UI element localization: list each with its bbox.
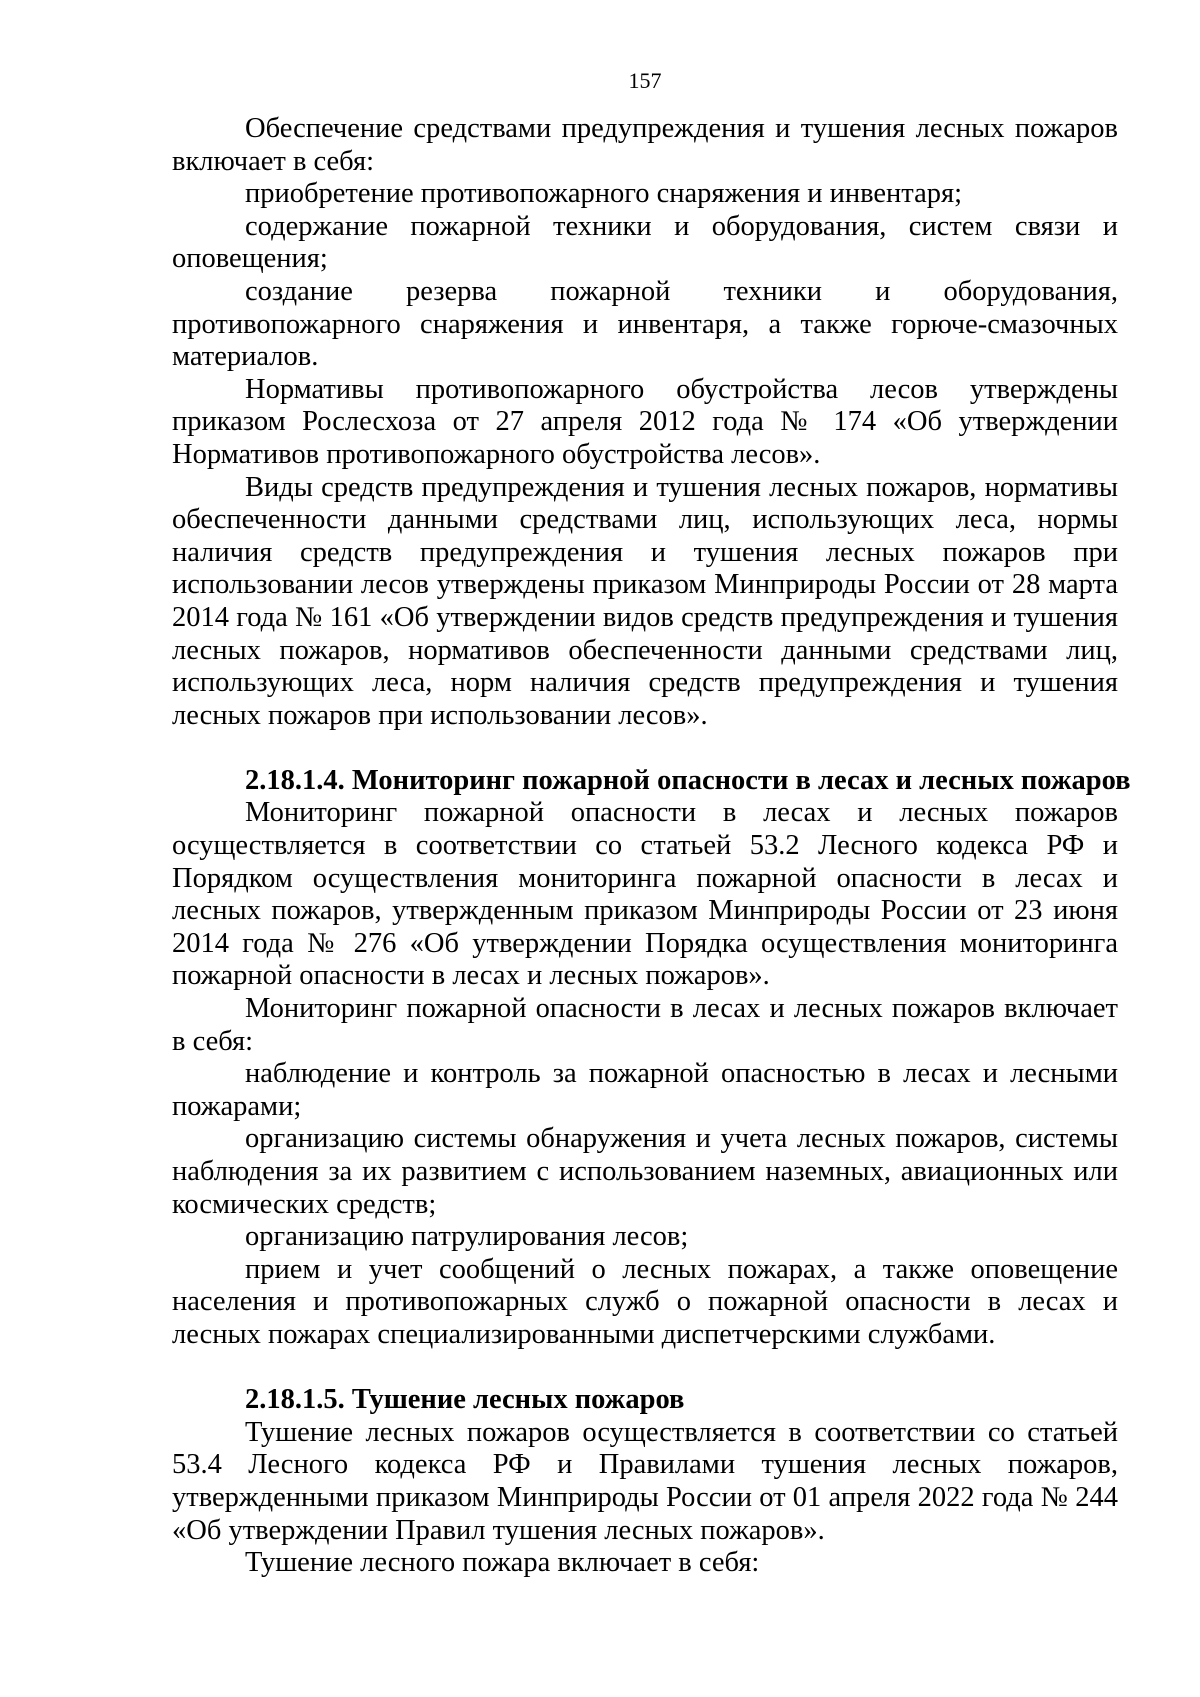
paragraph: организацию системы обнаружения и учета лесных пожаров, системы наблюдения за их развитием с использованием наземных, авиационных или космических средств; bbox=[172, 1123, 1118, 1220]
paragraph: Обеспечение средствами предупреждения и тушения лесных пожаров включает в себя: bbox=[172, 113, 1118, 177]
paragraph: Мониторинг пожарной опасности в лесах и лесных пожаров включает в себя: bbox=[172, 993, 1118, 1057]
page-number: 157 bbox=[628, 68, 662, 93]
section-spacer bbox=[172, 732, 1118, 765]
section-spacer bbox=[172, 1352, 1118, 1385]
paragraph: создание резерва пожарной техники и оборудования, противопожарного снаряжения и инвентаря, а также горюче-смазочных материалов. bbox=[172, 275, 1118, 373]
paragraph: Виды средств предупреждения и тушения лесных пожаров, нормативы обеспеченности данными средствами лиц, использующих леса, нормы наличия средств предупреждения и тушения лесных пожаров при использовании лесов утверждены приказом Минприроды России от 28 марта 2014 года № 161 «Об утверждении видов средств предупреждения и тушения лесных пожаров, нормативов обеспеченности данными средствами лиц, использующих леса, норм наличия средств предупреждения и тушения лесных пожаров при использовании лесов». bbox=[172, 471, 1118, 731]
paragraph: содержание пожарной техники и оборудования, систем связи и оповещения; bbox=[172, 210, 1118, 275]
paragraph: организацию патрулирования лесов; bbox=[245, 1221, 689, 1253]
paragraph: прием и учет сообщений о лесных пожарах, а также оповещение населения и противопожарных служб о пожарной опасности в лесах и лесных пожарах специализированными диспетчерскими службами. bbox=[172, 1253, 1118, 1350]
section-heading-extinguishing: 2.18.1.5. Тушение лесных пожаров bbox=[245, 1384, 685, 1416]
paragraph: Тушение лесных пожаров осуществляется в соответствии со статьей 53.4 Лесного кодекса РФ и Правилами тушения лесных пожаров, утвержденными приказом Минприроды России от 01 апреля 2022 года № 244 «Об утверждении Правил тушения лесных пожаров». bbox=[172, 1416, 1118, 1546]
section-heading-monitoring: 2.18.1.4. Мониторинг пожарной опасности в лесах и лесных пожаров bbox=[245, 764, 1131, 796]
paragraph: Тушение лесного пожара включает в себя: bbox=[245, 1547, 760, 1579]
paragraph: Мониторинг пожарной опасности в лесах и лесных пожаров осуществляется в соответствии со статьей 53.2 Лесного кодекса РФ и Порядком осуществления мониторинга пожарной опасности в лесах и лесных пожаров, утвержденным приказом Минприроды России от 23 июня 2014 года № 276 «Об утверждении Порядка осуществления мониторинга пожарной опасности в лесах и лесных пожаров». bbox=[172, 797, 1118, 992]
paragraph: приобретение противопожарного снаряжения и инвентаря; bbox=[245, 178, 963, 210]
document-body bbox=[172, 113, 1131, 1580]
paragraph: наблюдение и контроль за пожарной опасностью в лесах и лесными пожарами; bbox=[172, 1058, 1118, 1122]
paragraph: Нормативы противопожарного обустройства лесов утверждены приказом Рослесхоза от 27 апреля 2012 года № 174 «Об утверждении Нормативов противопожарного обустройства лесов». bbox=[172, 373, 1118, 470]
